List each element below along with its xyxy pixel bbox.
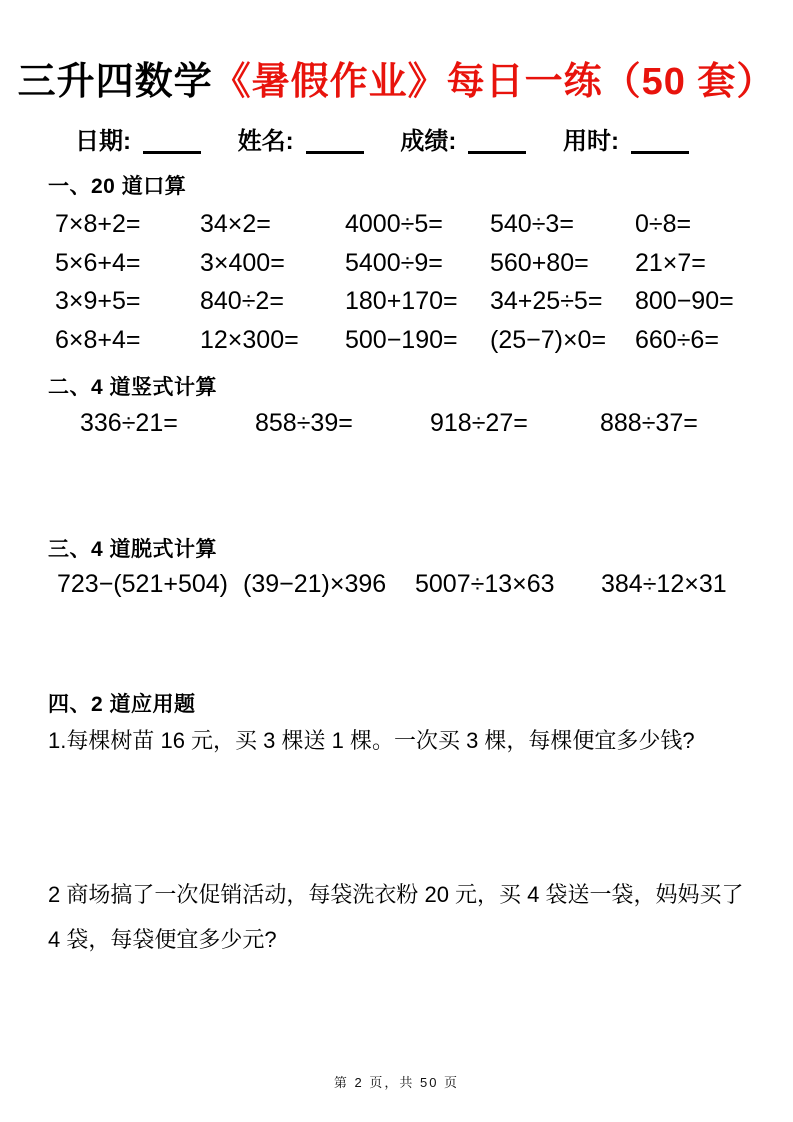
oral-problem: (25−7)×0=: [490, 325, 607, 354]
info-label-date: 日期:: [75, 128, 131, 155]
section-4-heading: 四、2 道应用题: [48, 693, 196, 716]
oral-problem: 840÷2=: [200, 287, 284, 315]
time-blank-line: [631, 151, 689, 154]
oral-problem: 3×9+5=: [55, 287, 141, 315]
oral-problem: 7×8+2=: [55, 210, 141, 238]
section-3-heading: 三、4 道脱式计算: [48, 538, 218, 561]
oral-problem: 5400÷9=: [345, 248, 443, 277]
vertical-problem: 888÷37=: [600, 409, 698, 437]
page-title-red: 《暑假作业》每日一练（50 套）: [212, 61, 776, 103]
oral-problem: 5×6+4=: [55, 248, 141, 277]
oral-problem: 3×400=: [200, 248, 285, 277]
info-row: [75, 121, 719, 156]
oral-problem: 6×8+4=: [55, 325, 141, 354]
word-problem-2: 2 商场搞了一次促销活动，每袋洗衣粉 20 元，买 4 袋送一袋，妈妈买了 4 袋，每袋便宜多少元?: [48, 882, 744, 952]
vertical-problem: 858÷39=: [255, 409, 353, 437]
step-problem: (39−21)×396: [243, 570, 387, 598]
oral-problem: 21×7=: [635, 248, 706, 277]
vertical-problem: 336÷21=: [80, 409, 178, 437]
step-problem: 384÷12×31: [601, 570, 727, 598]
info-field-time: [563, 121, 689, 156]
name-blank-line: [306, 151, 364, 154]
oral-problem: 34+25÷5=: [490, 287, 603, 315]
oral-calculation-grid: [55, 205, 745, 359]
oral-problem: 660÷6=: [635, 325, 719, 354]
oral-problem: 12×300=: [200, 325, 299, 354]
oral-problem: 800−90=: [635, 287, 734, 315]
oral-problem: 0÷8=: [635, 210, 692, 238]
info-field-date: [75, 121, 201, 156]
step-problem: 723−(521+504): [57, 570, 228, 598]
oral-problem: 560+80=: [490, 248, 589, 277]
page-title: [0, 50, 793, 105]
score-blank-line: [468, 151, 526, 154]
word-problem-1: 1.每棵树苗 16 元，买 3 棵送 1 棵。一次买 3 棵，每棵便宜多少钱?: [48, 728, 695, 753]
info-label-time: 用时:: [563, 128, 620, 155]
page-title-black: 三升四数学: [17, 61, 213, 103]
info-field-name: [238, 121, 364, 156]
vertical-calculation-row: [80, 407, 760, 439]
oral-problem: 34×2=: [200, 210, 271, 238]
oral-problem: 540÷3=: [490, 210, 574, 238]
oral-problem: 180+170=: [345, 287, 458, 315]
info-label-name: 姓名:: [237, 128, 294, 155]
info-label-score: 成绩:: [400, 128, 457, 155]
oral-problem: 500−190=: [345, 325, 458, 354]
section-1-heading: 一、20 道口算: [48, 175, 187, 198]
step-problem: 5007÷13×63: [415, 570, 555, 598]
page-footer: 第 2 页，共 50 页: [333, 1075, 460, 1090]
section-2-heading: 二、4 道竖式计算: [48, 376, 218, 399]
date-blank-line: [143, 151, 201, 154]
oral-problem: 4000÷5=: [345, 210, 443, 238]
vertical-problem: 918÷27=: [430, 409, 528, 437]
info-field-score: [400, 121, 526, 156]
step-calculation-row: [57, 568, 761, 600]
